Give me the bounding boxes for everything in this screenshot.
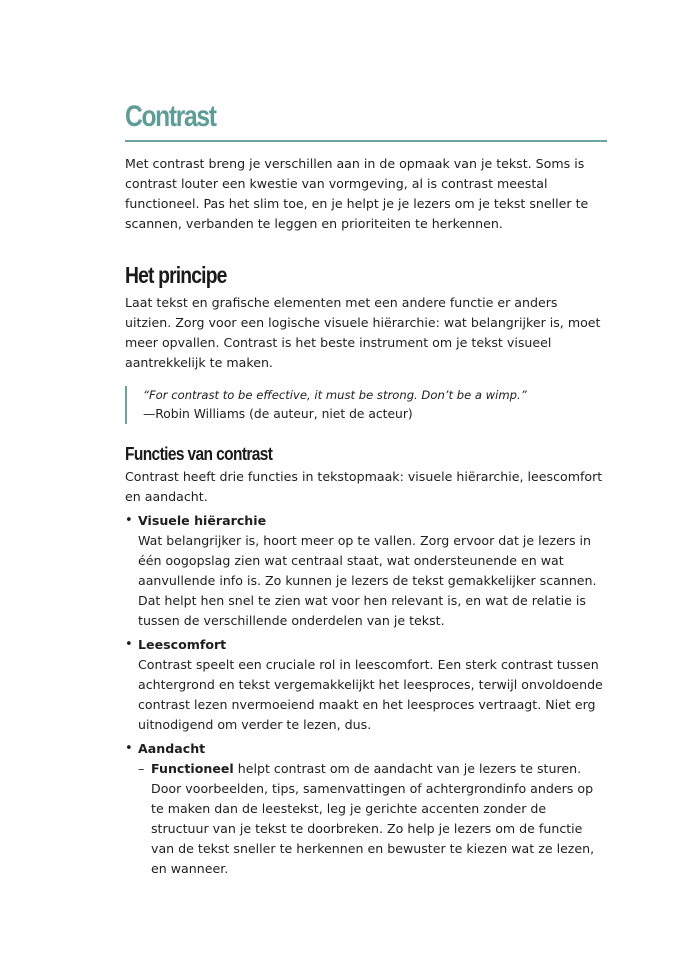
functions-intro: Contrast heeft drie functies in tekstopmaak: visuele hiërarchie, leescomfort en aandacht. bbox=[125, 469, 603, 504]
list-item-aandacht bbox=[125, 739, 607, 879]
principle-paragraph: Laat tekst en grafische elementen met een andere functie er anders uitzien. Zorg voor een logische visuele hiërarchie: wat belangrijker is, moet meer opvallen. Contrast is het beste instrument om je tekst visueel aantrekkelijk te maken. bbox=[125, 295, 601, 370]
list-item-leescomfort bbox=[125, 635, 607, 735]
list-item-text: Wat belangrijker is, hoort meer op te vallen. Zorg ervoor dat je lezers in één oogopslag zien wat centraal staat, wat ondersteunende en wat aanvullende info is. Zo kunnen je lezers de tekst gemakkelijker scannen. Dat helpt hen snel te zien wat voor hen relevant is, en wat de relatie is tussen de verschillende onderdelen van je tekst. bbox=[138, 533, 597, 628]
bullet-icon: • bbox=[125, 637, 133, 652]
list-item-title: Leescomfort bbox=[138, 637, 227, 652]
bullet-icon: • bbox=[125, 741, 133, 756]
list-item-text: Contrast speelt een cruciale rol in leescomfort. Een sterk contrast tussen achtergrond en tekst vergemakkelijkt het leesproces, terwijl onvoldoende contrast lezen nvermoeiend maakt en het leesproces vertraagt. Niet erg uitnodigend om verder te lezen, dus. bbox=[138, 657, 603, 732]
quote-text: “For contrast to be effective, it must be strong. Don’t be a wimp.” bbox=[143, 388, 527, 402]
list-item-visuele-hierarchie bbox=[125, 511, 607, 631]
list-item-title: Visuele hiërarchie bbox=[138, 513, 267, 528]
quote-block bbox=[125, 386, 607, 424]
page-title: Contrast bbox=[125, 100, 216, 133]
bullet-icon: • bbox=[125, 513, 133, 528]
intro-paragraph: Met contrast breng je verschillen aan in de opmaak van je tekst. Soms is contrast louter een kwestie van vormgeving, al is contrast meestal functioneel. Pas het slim toe, en je helpt je je lezers om je tekst sneller te scannen, verbanden te leggen en prioriteiten te herkennen. bbox=[125, 156, 589, 231]
section-title-functies: Functies van contrast bbox=[125, 444, 273, 464]
section-title-principe: Het principe bbox=[125, 262, 227, 288]
quote-attribution: —Robin Williams (de auteur, niet de acteur) bbox=[143, 407, 413, 421]
functions-list bbox=[125, 511, 607, 879]
sub-list-item-functioneel bbox=[138, 759, 607, 879]
dash-icon: – bbox=[138, 761, 145, 776]
list-item-title: Aandacht bbox=[138, 741, 206, 756]
sub-item-text: helpt contrast om de aandacht van je lezers te sturen. Door voorbeelden, tips, samenvattingen of achtergrondinfo anders op te maken dan de leestekst, leg je gerichte accenten zonder de structuur van je tekst te doorbreken. Zo help je lezers om de functie van de tekst sneller te herkennen en bewuster te kiezen wat ze lezen, en wanneer. bbox=[151, 761, 595, 876]
page-content bbox=[125, 98, 607, 879]
sub-item-lead: Functioneel bbox=[151, 761, 234, 776]
title-underline bbox=[125, 140, 607, 142]
